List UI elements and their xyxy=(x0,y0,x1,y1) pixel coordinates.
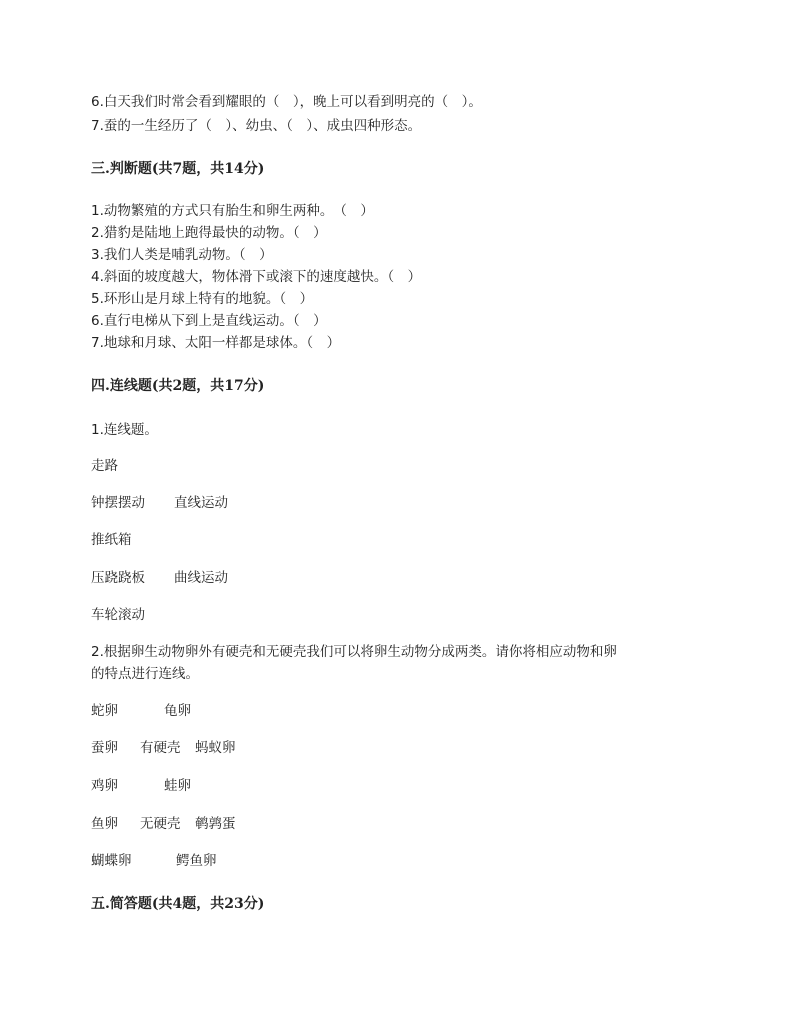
matching-q1-row1: 走路 xyxy=(91,458,118,474)
matching-q2-row4-mid: 无硬壳 xyxy=(140,816,181,832)
matching-q2-title-line2: 的特点进行连线。 xyxy=(91,666,199,682)
matching-q1-title: 1.连线题。 xyxy=(91,422,158,438)
fill-in-question-7: 7.蚕的一生经历了（ ）、幼虫、（ ）、成虫四种形态。 xyxy=(91,118,422,134)
matching-q2-row5-left: 蝴蝶卵 xyxy=(91,853,132,869)
matching-q1-row3: 推纸箱 xyxy=(91,532,132,548)
judge-question-4: 4.斜面的坡度越大，物体滑下或滚下的速度越快。（ ） xyxy=(91,269,422,285)
matching-q2-row2-right: 蚂蚁卵 xyxy=(195,740,236,756)
matching-q1-row2-right: 直线运动 xyxy=(174,495,228,511)
matching-q2-row5-right: 鳄鱼卵 xyxy=(176,853,217,869)
matching-q2-row1-right: 龟卵 xyxy=(164,703,191,719)
matching-q2-row4-left: 鱼卵 xyxy=(91,816,118,832)
judge-question-2: 2.猎豹是陆地上跑得最快的动物。（ ） xyxy=(91,225,327,241)
matching-q1-row2-left: 钟摆摆动 xyxy=(91,495,145,511)
judge-question-3: 3.我们人类是哺乳动物。（ ） xyxy=(91,247,273,263)
matching-q2-row4-right: 鹌鹑蛋 xyxy=(195,816,236,832)
judge-question-7: 7.地球和月球、太阳一样都是球体。（ ） xyxy=(91,335,341,351)
matching-q2-row2-mid: 有硬壳 xyxy=(140,740,181,756)
matching-q1-row4-left: 压跷跷板 xyxy=(91,570,145,586)
judge-question-6: 6.直行电梯从下到上是直线运动。（ ） xyxy=(91,313,327,329)
matching-q2-row3-left: 鸡卵 xyxy=(91,778,118,794)
section4-heading: 四.连线题(共2题，共17分) xyxy=(91,378,265,394)
matching-q2-row3-right: 蛙卵 xyxy=(164,778,191,794)
section3-heading: 三.判断题(共7题，共14分) xyxy=(91,161,265,177)
fill-in-question-6: 6.白天我们时常会看到耀眼的（ ），晚上可以看到明亮的（ ）。 xyxy=(91,94,482,110)
matching-q2-row1-left: 蛇卵 xyxy=(91,703,118,719)
section5-heading: 五.简答题(共4题，共23分) xyxy=(91,896,265,912)
judge-question-1: 1.动物繁殖的方式只有胎生和卵生两种。 （ ） xyxy=(91,203,374,219)
judge-question-5: 5.环形山是月球上特有的地貌。（ ） xyxy=(91,291,314,307)
matching-q1-row4-right: 曲线运动 xyxy=(174,570,228,586)
matching-q1-row5: 车轮滚动 xyxy=(91,607,145,623)
matching-q2-row2-left: 蚕卵 xyxy=(91,740,118,756)
matching-q2-title-line1: 2.根据卵生动物卵外有硬壳和无硬壳我们可以将卵生动物分成两类。请你将相应动物和卵 xyxy=(91,644,617,660)
